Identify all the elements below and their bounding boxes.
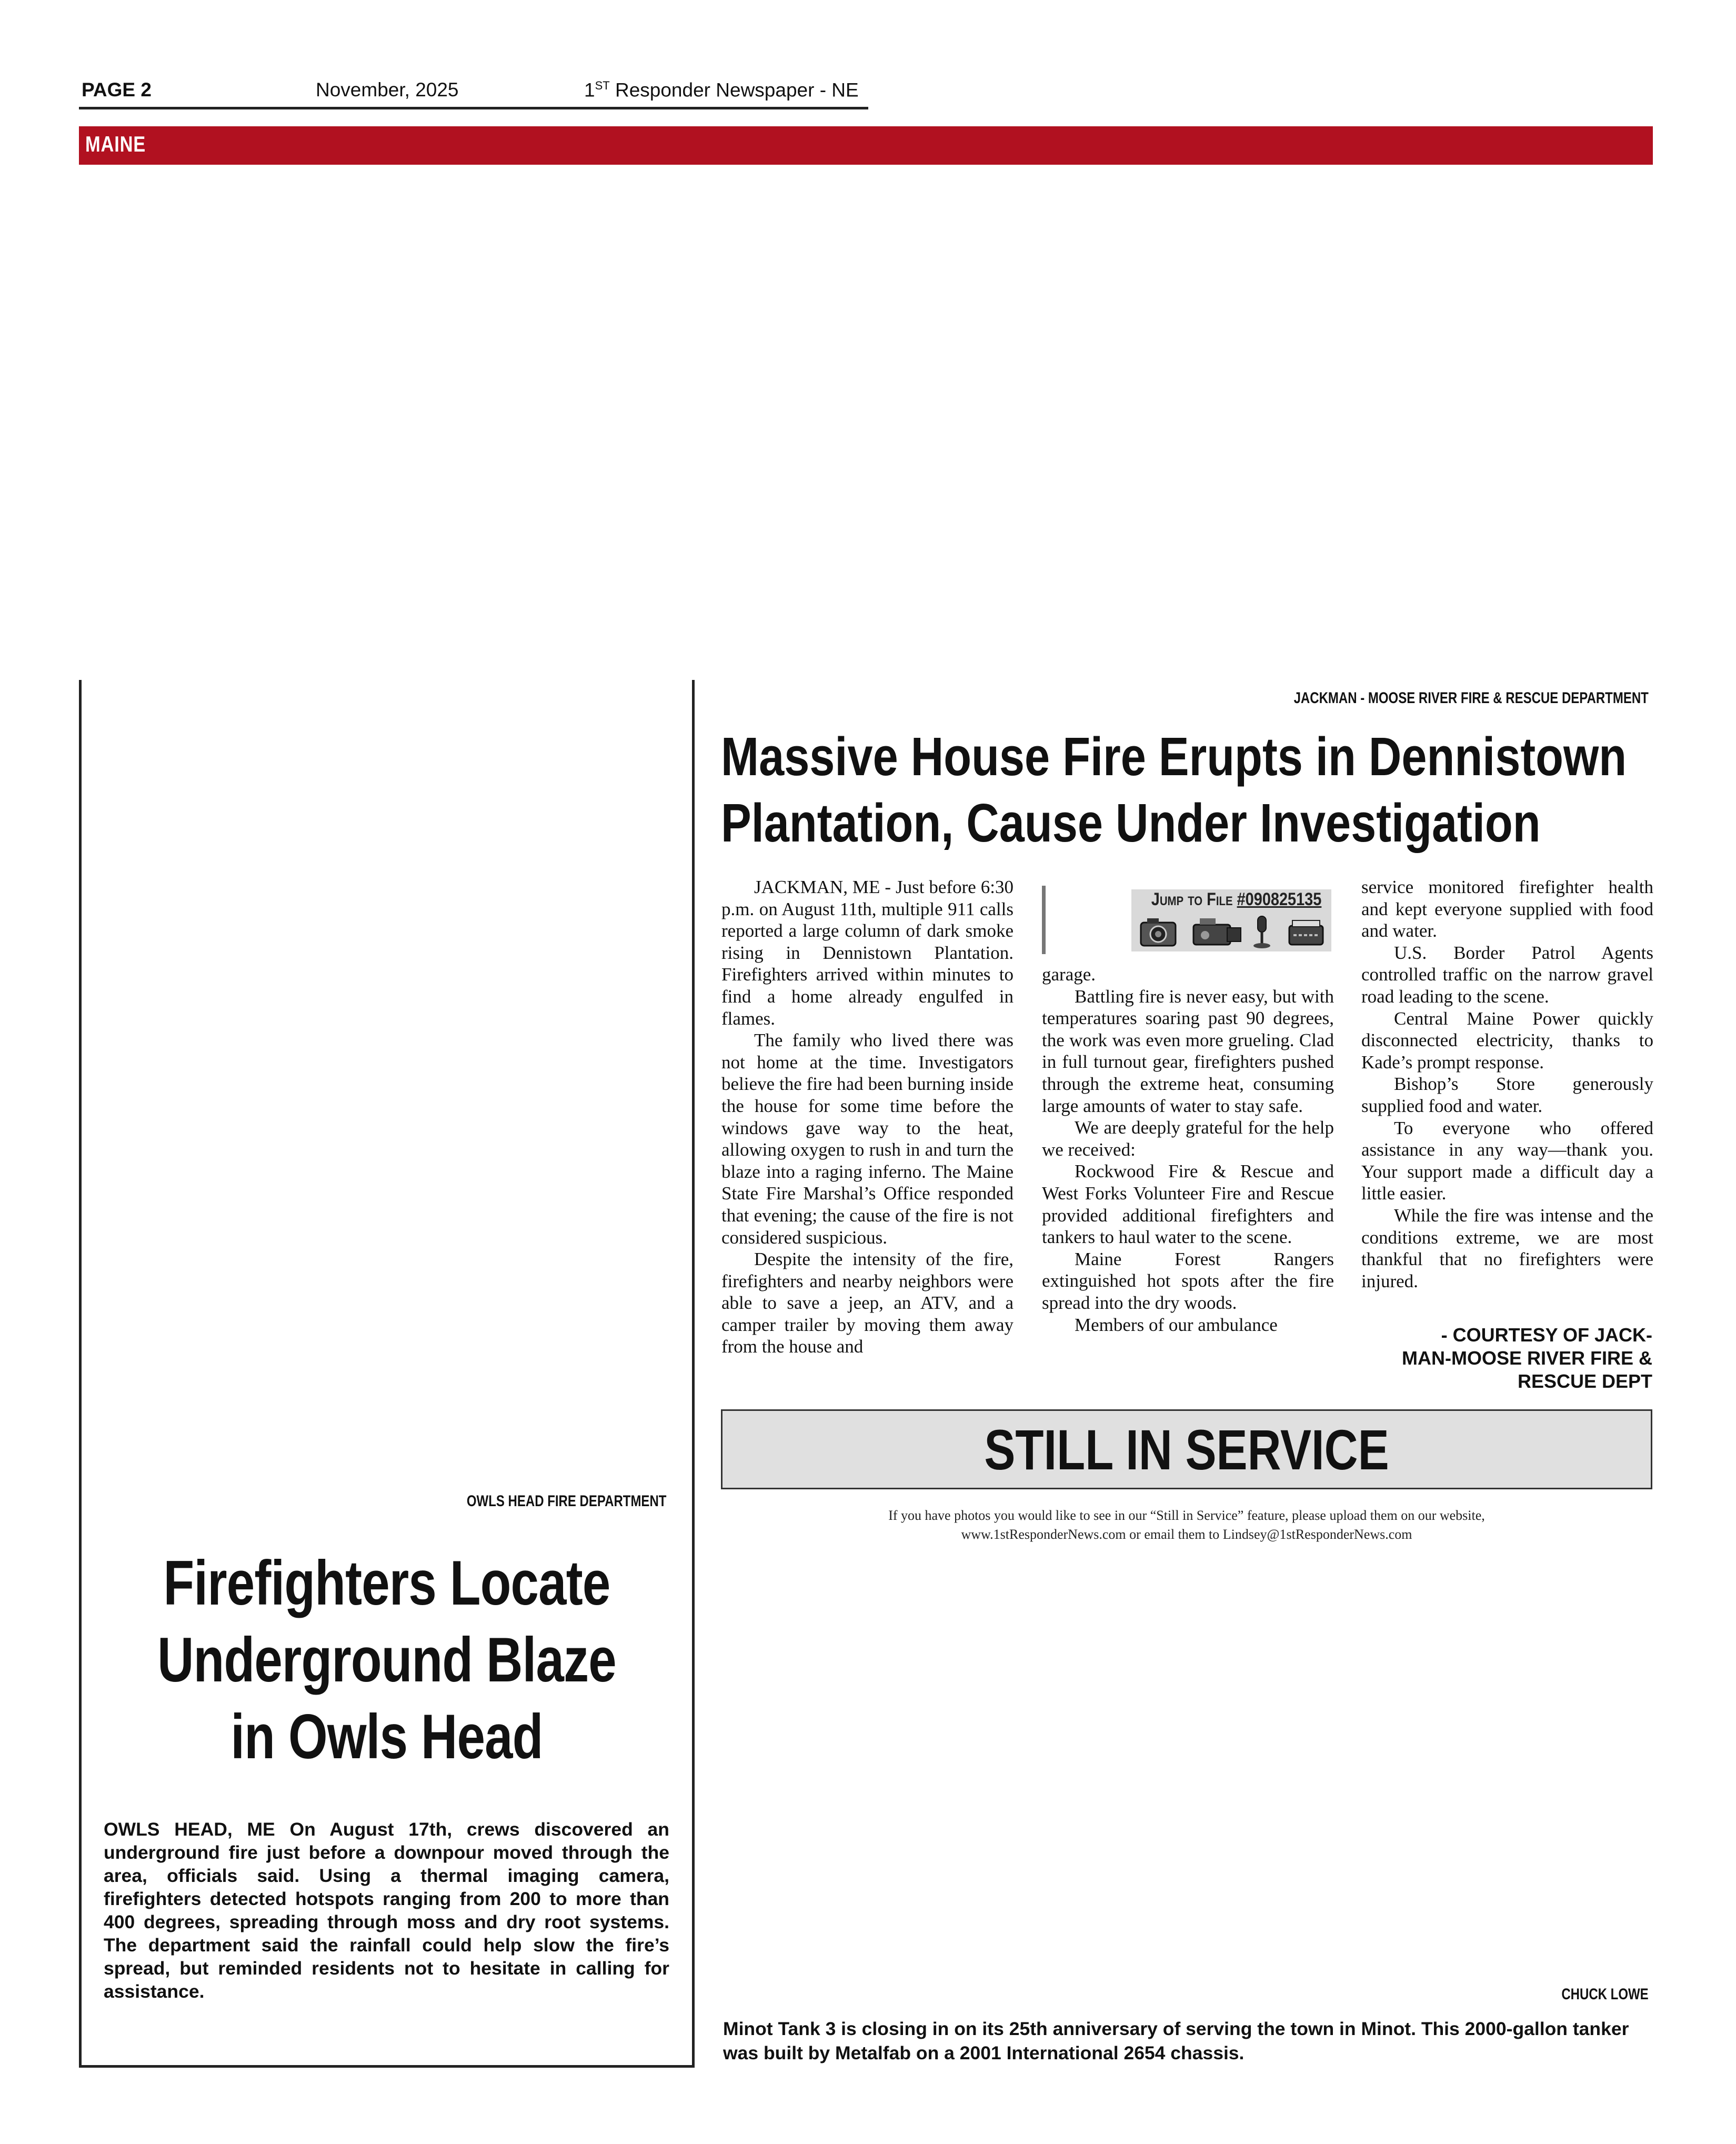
paragraph: We are deeply grateful for the help we received:	[1042, 1117, 1334, 1160]
paragraph: To everyone who offered assistance in any way—thank you. Your support made a difficult day a little easier.	[1361, 1117, 1653, 1204]
left-story-credit: OWLS HEAD FIRE DEPARTMENT	[466, 1492, 666, 1510]
camera-icon	[1141, 918, 1176, 946]
courtesy-line	[1352, 1324, 1652, 1393]
publication-name-prefix: 1	[584, 79, 595, 101]
main-story-column-2	[1042, 964, 1334, 1336]
note-line: If you have photos you would like to see in our “Still in Service” feature, please upload them on our website,	[888, 1508, 1485, 1523]
jump-to-file-link[interactable]	[1151, 889, 1322, 910]
header-rule	[79, 107, 868, 109]
paragraph: The family who lived there was not home at the time. Investigators believe the fire had been burning inside the house for some time before the windows gave way to the heat, allowing oxygen to rush in and turn the blaze into a raging inferno. The Maine State Fire Marshal’s Office responded that evening; the cause of the fire is not considered suspicious.	[721, 1030, 1013, 1248]
main-story-credit: JACKMAN - MOOSE RIVER FIRE & RESCUE DEPARTMENT	[1293, 689, 1649, 707]
courtesy-text: MAN-MOOSE RIVER FIRE &	[1401, 1347, 1652, 1369]
paragraph: Members of our ambulance	[1075, 1314, 1278, 1335]
media-icons	[1131, 913, 1331, 950]
section-band	[79, 126, 1653, 165]
paragraph: Rockwood Fire & Rescue and West Forks Volunteer Fire and Rescue provided additional firefighters and tankers to haul water to the scene.	[1042, 1161, 1334, 1248]
paragraph: JACKMAN, ME - Just before 6:30 p.m. on August 11th, multiple 911 calls reported a large column of dark smoke rising in Dennistown Plantation. Firefighters arrived within minutes to find a home already engulfed in flames.	[721, 877, 1013, 1029]
paragraph: While the fire was intense and the conditions extreme, we are most thankful that no firefighters were injured.	[1361, 1205, 1653, 1291]
still-in-service-title: STILL IN SERVICE	[984, 1418, 1389, 1481]
jump-file-number: #090825135	[1237, 889, 1322, 909]
left-story-headline	[157, 1545, 616, 1775]
paragraph: U.S. Border Patrol Agents controlled traffic on the narrow gravel road leading to the scene.	[1361, 942, 1653, 1007]
video-camera-icon	[1193, 918, 1241, 945]
photo-caption: Minot Tank 3 is closing in on its 25th anniversary of serving the town in Minot. This 2000-gallon tanker was built by Metalfab on a 2001 International 2654 chassis.	[723, 2018, 1629, 2063]
paragraph: Bishop’s Store generously supplied food and water.	[1361, 1074, 1653, 1116]
courtesy-text: - COURTESY OF JACK-	[1441, 1324, 1652, 1346]
main-story-column-3	[1361, 876, 1653, 1292]
issue-date: November, 2025	[316, 79, 459, 101]
paragraph: Battling fire is never easy, but with temperatures soaring past 90 degrees, the work was even more grueling. Clad in full turnout gear, firefighters pushed through the extreme heat, consuming large amounts of water to stay safe.	[1042, 986, 1334, 1116]
jump-box-rule	[1042, 886, 1046, 954]
paragraph: service monitored firefighter health and kept everyone supplied with food and water.	[1361, 877, 1653, 941]
paragraph: garage.	[1042, 964, 1096, 985]
headline-line: Firefighters Locate	[163, 1548, 610, 1618]
main-story-headline	[721, 724, 1627, 856]
note-line: www.1stResponderNews.com or email them to Lindsey@1stResponderNews.com	[961, 1527, 1412, 1542]
microphone-icon	[1253, 916, 1270, 948]
paragraph: Central Maine Power quickly disconnected electricity, thanks to Kade’s prompt response.	[1361, 1008, 1653, 1073]
headline-line: Plantation, Cause Under Investigation	[721, 793, 1541, 853]
headline-line: in Owls Head	[230, 1701, 543, 1772]
photo-credit: CHUCK LOWE	[1561, 1986, 1649, 2003]
paragraph: Maine Forest Rangers extinguished hot spots after the fire spread into the dry woods.	[1042, 1248, 1334, 1313]
jump-label-text: Jump to File	[1151, 889, 1237, 909]
courtesy-text: RESCUE DEPT	[1517, 1370, 1652, 1392]
headline-line: Massive House Fire Erupts in Dennistown	[721, 726, 1627, 787]
still-in-service-note	[721, 1506, 1652, 1544]
main-story-column-1	[721, 876, 1013, 1358]
publication-name-sup: ST	[595, 79, 610, 92]
headline-line: Underground Blaze	[157, 1625, 616, 1695]
section-label: MAINE	[85, 132, 146, 156]
page-number: PAGE 2	[82, 79, 152, 101]
typewriter-icon	[1289, 920, 1323, 945]
paragraph: Despite the intensity of the fire, firefighters and nearby neighbors were able to save a jeep, an ATV, and a camper trailer by moving them away from the house and	[721, 1249, 1013, 1357]
left-story-body: OWLS HEAD, ME On August 17th, crews discovered an underground fire just before a downpour moved through the area, officials said. Using a thermal imaging camera, firefighters detected hotspots ranging from 200 to more than 400 degrees, spreading through moss and dry root systems. The department said the rainfall could help slow the fire’s spread, but reminded residents not to hesitate in calling for assistance.	[104, 1819, 669, 2002]
publication-name	[584, 79, 859, 101]
publication-name-rest: Responder Newspaper - NE	[609, 79, 859, 101]
